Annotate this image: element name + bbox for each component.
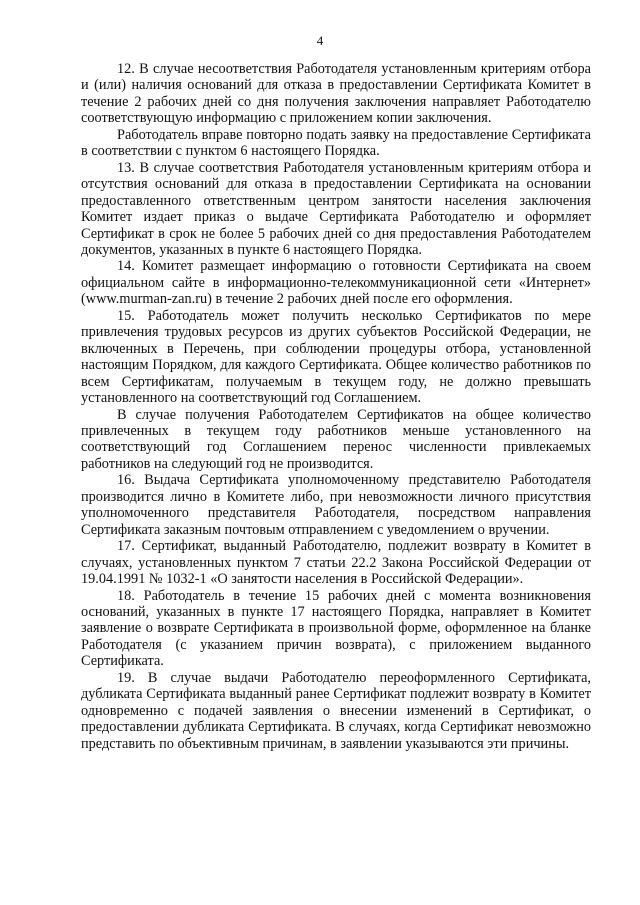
paragraph-12: 12. В случае несоответствия Работодателя установленным критериям отбора и (или) наличия оснований для отказа в предоставлении Сертификата Комитет в течение 2 рабочих дней со дня получения заключения направляет Работодателю соответствующую информацию с приложением копии заключения. [81, 61, 591, 127]
paragraph-18: 18. Работодатель в течение 15 рабочих дней с момента возникновения оснований, указанных в пункте 17 настоящего Порядка, направляет в Комитет заявление о возврате Сертификата в произвольной форме, оформленное на бланке Работодателя (с указанием причин возврата), с приложением выданного Сертификата. [81, 587, 591, 670]
paragraph-19: 19. В случае выдачи Работодателю переоформленного Сертификата, дубликата Сертификата выданный ранее Сертификат подлежит возврату в Комитет одновременно с подачей заявления о внесении изменений в Сертификат, о предоставлении дубликата Сертификата. В случаях, когда Сертификат невозможно представить по объективным причинам, в заявлении указываются эти причины. [81, 669, 591, 752]
page-number: 4 [316, 33, 324, 48]
paragraph-13: 13. В случае соответствия Работодателя установленным критериям отбора и отсутствия оснований для отказа в предоставлении Сертификата на основании предоставленного ответственным центром занятости населения заключения Комитет издает приказ о выдаче Сертификата Работодателю и оформляет Сертификат в срок не более 5 рабочих дней со дня предоставления Работодателем документов, указанных в пункте 6 настоящего Порядка. [81, 159, 591, 258]
paragraph-15-continued: В случае получения Работодателем Сертификатов на общее количество привлеченных в текущем году работников меньше установленного на соответствующий год Соглашением перенос численности привлекаемых работников на следующий год не производится. [81, 406, 591, 472]
document-body [81, 61, 591, 752]
paragraph-15: 15. Работодатель может получить несколько Сертификатов по мере привлечения трудовых ресурсов из других субъектов Российской Федерации, не включенных в Перечень, при соблюдении процедуры отбора, установленной настоящим Порядком, для каждого Сертификата. Общее количество работников по всем Сертификатам, получаемым в текущем году, не должно превышать установленного на соответствующий год Соглашением. [81, 307, 591, 407]
paragraph-14: 14. Комитет размещает информацию о готовности Сертификата на своем официальном сайте в информационно-телекоммуникационной сети «Интернет» (www.murman-zan.ru) в течение 2 рабочих дней после его оформления. [81, 258, 591, 308]
paragraph-16: 16. Выдача Сертификата уполномоченному представителю Работодателя производится лично в Комитете либо, при невозможности личного присутствия уполномоченного представителя Работодателя, посредством направления Сертификата заказным почтовым отправлением с уведомлением о вручении. [81, 472, 591, 538]
paragraph-resubmit: Работодатель вправе повторно подать заявку на предоставление Сертификата в соответствии с пунктом 6 настоящего Порядка. [81, 126, 591, 160]
paragraph-17: 17. Сертификат, выданный Работодателю, подлежит возврату в Комитет в случаях, установленных пунктом 7 статьи 22.2 Закона Российской Федерации от 19.04.1991 № 1032-1 «О занятости населения в Российской Федерации». [81, 538, 591, 588]
